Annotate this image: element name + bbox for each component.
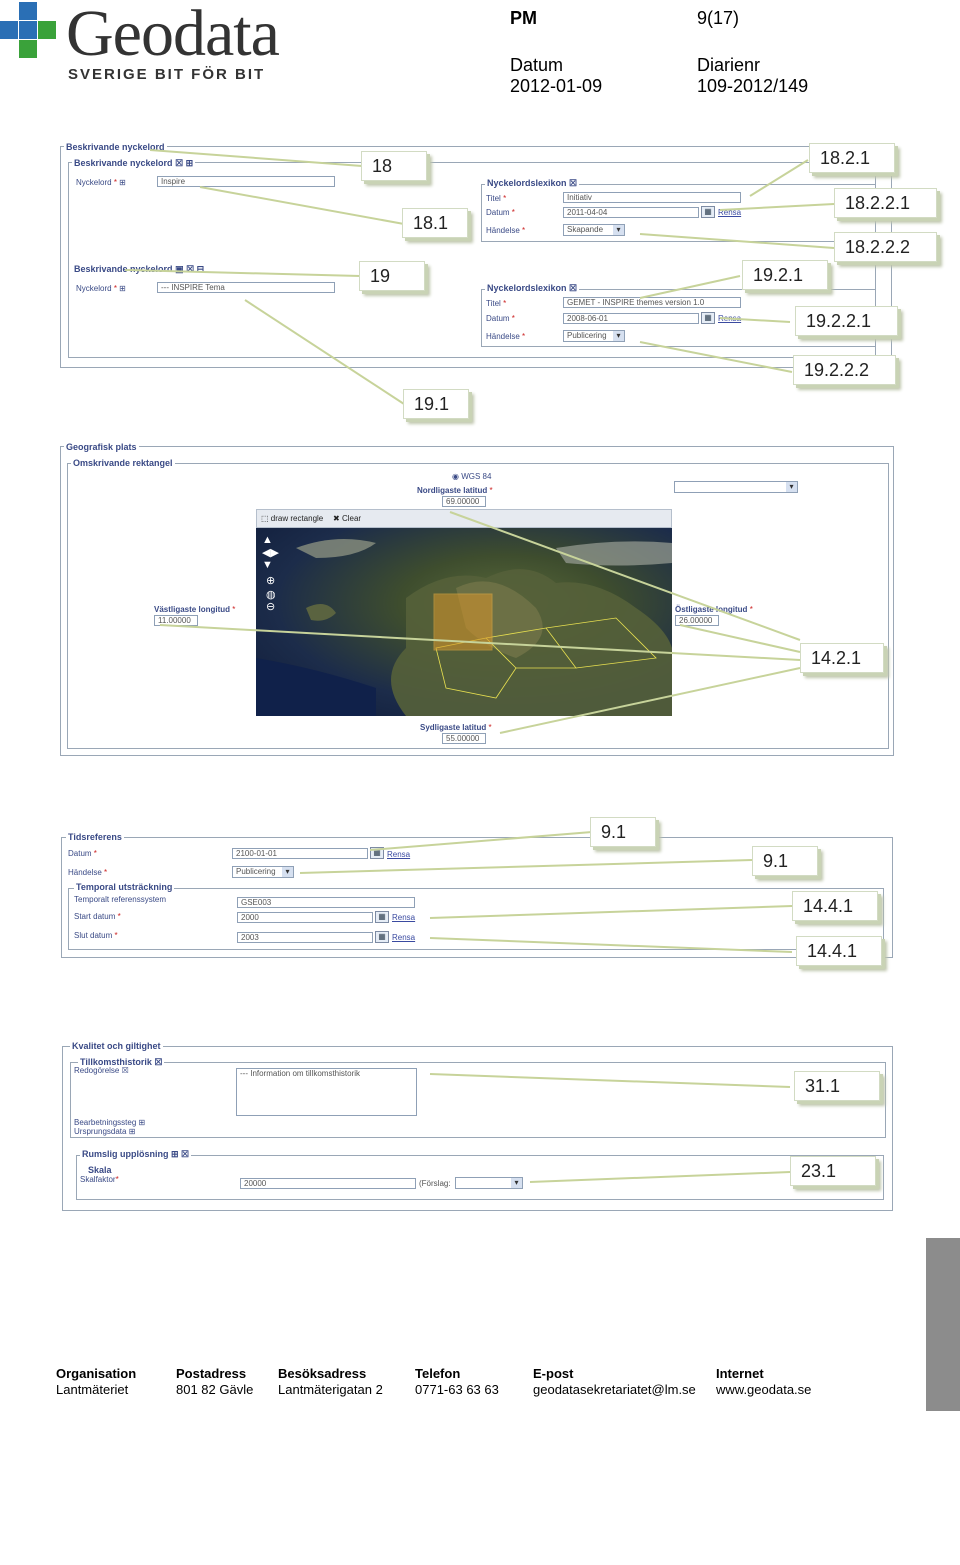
start-label: Start datum * (74, 912, 121, 921)
footer-phone-value: 0771-63 63 63 (415, 1382, 499, 1397)
keyword-sub1-legend: Beskrivande nyckelord ☒ ⊞ (74, 158, 194, 168)
logo-text: Geodata (66, 0, 279, 70)
historik-legend: Tillkomsthistorik ☒ (80, 1057, 163, 1067)
slut-input[interactable]: 2003 (237, 932, 373, 943)
nyckelord-input[interactable]: Inspire (157, 176, 335, 187)
zoom-world-icon[interactable]: ◍ (266, 589, 276, 601)
callout-19-2-1: 19.2.1 (742, 260, 828, 290)
callout-23-1: 23.1 (790, 1156, 876, 1186)
start-rensa-link[interactable]: Rensa (392, 913, 416, 922)
page-number: 9(17) (697, 8, 740, 28)
lex2-handelse-select[interactable]: Publicering ▾ (563, 330, 625, 342)
geo-sub-legend: Omskrivande rektangel (73, 458, 173, 468)
lex2-datum-label: Datum * (486, 314, 515, 323)
diarienr-label: Diarienr (697, 55, 761, 75)
slut-label: Slut datum * (74, 931, 118, 940)
footer-email-label: E-post (533, 1366, 574, 1381)
logo-subtitle: SVERIGE BIT FÖR BIT (68, 66, 266, 83)
callout-18-2-2-2: 18.2.2.2 (834, 232, 937, 262)
callout-14-4-1-a: 14.4.1 (792, 891, 878, 921)
lex1-rensa-link[interactable]: Rensa (718, 208, 742, 217)
lexicon1-legend: Nyckelordslexikon ☒ (487, 178, 578, 188)
crs-select[interactable] (674, 481, 798, 493)
callout-9-1-a: 9.1 (590, 817, 656, 847)
lex2-datum-input[interactable]: 2008-06-01 (563, 313, 699, 324)
lex1-titel-input[interactable]: Initiativ (563, 192, 741, 203)
lex2-handelse-label: Händelse * (486, 332, 526, 341)
side-banner-text: GEODATA.SE (901, 1403, 928, 1565)
ref-input[interactable]: GSE003 (237, 897, 415, 908)
calendar-icon[interactable]: ▦ (375, 931, 389, 943)
skala-legend: Skala (88, 1165, 112, 1175)
calendar-icon[interactable]: ▦ (370, 847, 384, 859)
forslag-label: (Förslag: (419, 1179, 451, 1188)
quality-panel-legend: Kvalitet och giltighet (72, 1041, 161, 1051)
lex1-datum-label: Datum * (486, 208, 515, 217)
callout-14-2-1: 14.2.1 (800, 643, 884, 673)
east-label: Östligaste longitud * (675, 605, 753, 614)
lex1-handelse-label: Händelse * (486, 226, 526, 235)
callout-18-2-1: 18.2.1 (809, 143, 895, 173)
lexicon2-legend: Nyckelordslexikon ☒ (487, 283, 578, 293)
lex1-handelse-select[interactable]: Skapande ▾ (563, 224, 625, 236)
wgs-radio[interactable]: ◉ WGS 84 (452, 472, 492, 481)
datum-label: Datum (510, 55, 564, 75)
keyword-panel-legend: Beskrivande nyckelord (66, 142, 165, 152)
callout-9-1-b: 9.1 (752, 846, 818, 876)
callout-19-1: 19.1 (403, 389, 469, 419)
lex2-titel-input[interactable]: GEMET - INSPIRE themes version 1.0 (563, 297, 741, 308)
forslag-select[interactable] (455, 1177, 523, 1189)
callout-18-2-2-1: 18.2.2.1 (834, 188, 937, 218)
time-rensa-link[interactable]: Rensa (387, 850, 411, 859)
clear-tool[interactable]: ✖ Clear (333, 514, 362, 523)
time-datum-input[interactable]: 2100-01-01 (232, 848, 368, 859)
callout-19-2-2-1: 19.2.2.1 (795, 306, 898, 336)
south-input[interactable]: 55.00000 (442, 733, 486, 744)
zoom-in-icon[interactable]: ⊕ (266, 575, 276, 587)
map-europe-image (256, 528, 672, 716)
skalfaktor-input[interactable]: 20000 (240, 1178, 416, 1189)
rumslig-legend: Rumslig upplösning ⊞ ☒ (82, 1149, 190, 1159)
callout-18: 18 (361, 151, 427, 181)
west-label: Västligaste longitud * (154, 605, 236, 614)
slut-rensa-link[interactable]: Rensa (392, 933, 416, 942)
time-handelse-label: Händelse * (68, 868, 108, 877)
callout-31-1: 31.1 (794, 1071, 880, 1101)
zoom-out-icon[interactable]: ⊖ (266, 601, 276, 613)
north-input[interactable]: 69.00000 (442, 496, 486, 507)
calendar-icon[interactable]: ▦ (375, 911, 389, 923)
geo-panel-legend: Geografisk plats (66, 442, 137, 452)
draw-rectangle-tool[interactable]: ⬚ draw rectangle (261, 514, 324, 523)
lex1-titel-label: Titel * (486, 194, 507, 203)
redogorelse-label: Redogörelse ☒ (74, 1066, 129, 1075)
historik-frame (70, 1062, 886, 1138)
east-input[interactable]: 26.00000 (675, 615, 719, 626)
nyckelord2-input[interactable]: --- INSPIRE Tema (157, 282, 335, 293)
time-handelse-select[interactable]: Publicering ▾ (232, 866, 294, 878)
callout-19-2-2-2: 19.2.2.2 (793, 355, 896, 385)
ref-label: Temporalt referenssystem (74, 895, 167, 904)
diarienr-value: 109-2012/149 (697, 76, 809, 96)
footer-post-value: 801 82 Gävle (176, 1382, 254, 1397)
footer-post-label: Postadress (176, 1366, 247, 1381)
nyckelord2-label: Nyckelord * ⊞ (76, 284, 126, 293)
skalfaktor-label: Skalfaktor* (80, 1175, 119, 1184)
south-label: Sydligaste latitud * (420, 723, 492, 732)
ursprung-label: Ursprungsdata ⊞ (74, 1127, 136, 1136)
time-panel-legend: Tidsreferens (68, 832, 122, 842)
historik-textarea[interactable]: --- Information om tillkomsthistorik (236, 1068, 417, 1116)
bearbetning-label: Bearbetningssteg ⊞ (74, 1118, 146, 1127)
lex2-titel-label: Titel * (486, 299, 507, 308)
footer-web-label: Internet (716, 1366, 764, 1381)
footer-phone-label: Telefon (415, 1366, 461, 1381)
temporal-legend: Temporal utsträckning (76, 882, 173, 892)
nyckelord-label: Nyckelord * ⊞ (76, 178, 126, 187)
footer-org-label: Organisation (56, 1366, 137, 1381)
footer-web-value: www.geodata.se (716, 1382, 812, 1397)
pan-arrows-icon[interactable]: ▲ ◀▶ ▼ (262, 534, 279, 571)
north-label: Nordligaste latitud * (417, 486, 493, 495)
geodata-logo-mark (0, 2, 58, 58)
lex2-rensa-link[interactable]: Rensa (718, 314, 742, 323)
time-datum-label: Datum * (68, 849, 97, 858)
datum-value: 2012-01-09 (510, 76, 603, 96)
footer-email-value: geodatasekretariatet@lm.se (533, 1382, 696, 1397)
west-input[interactable]: 11.00000 (154, 615, 198, 626)
keyword-sub2-legend: Beskrivande nyckelord ▣ ☒ ⊟ (74, 264, 205, 274)
calendar-icon[interactable]: ▦ (701, 312, 715, 324)
temporal-frame (68, 888, 884, 950)
callout-14-4-1-b: 14.4.1 (796, 936, 882, 966)
footer-visit-label: Besöksadress (278, 1366, 367, 1381)
footer-org-value: Lantmäteriet (56, 1382, 129, 1397)
map-view[interactable] (256, 528, 672, 716)
footer-visit-value: Lantmäterigatan 2 (278, 1382, 383, 1397)
lex1-datum-input[interactable]: 2011-04-04 (563, 207, 699, 218)
start-input[interactable]: 2000 (237, 912, 373, 923)
callout-18-1: 18.1 (402, 208, 468, 238)
callout-19: 19 (359, 261, 425, 291)
doc-type: PM (510, 8, 537, 28)
geodata-side-banner (901, 1238, 960, 1565)
calendar-icon[interactable]: ▦ (701, 206, 715, 218)
